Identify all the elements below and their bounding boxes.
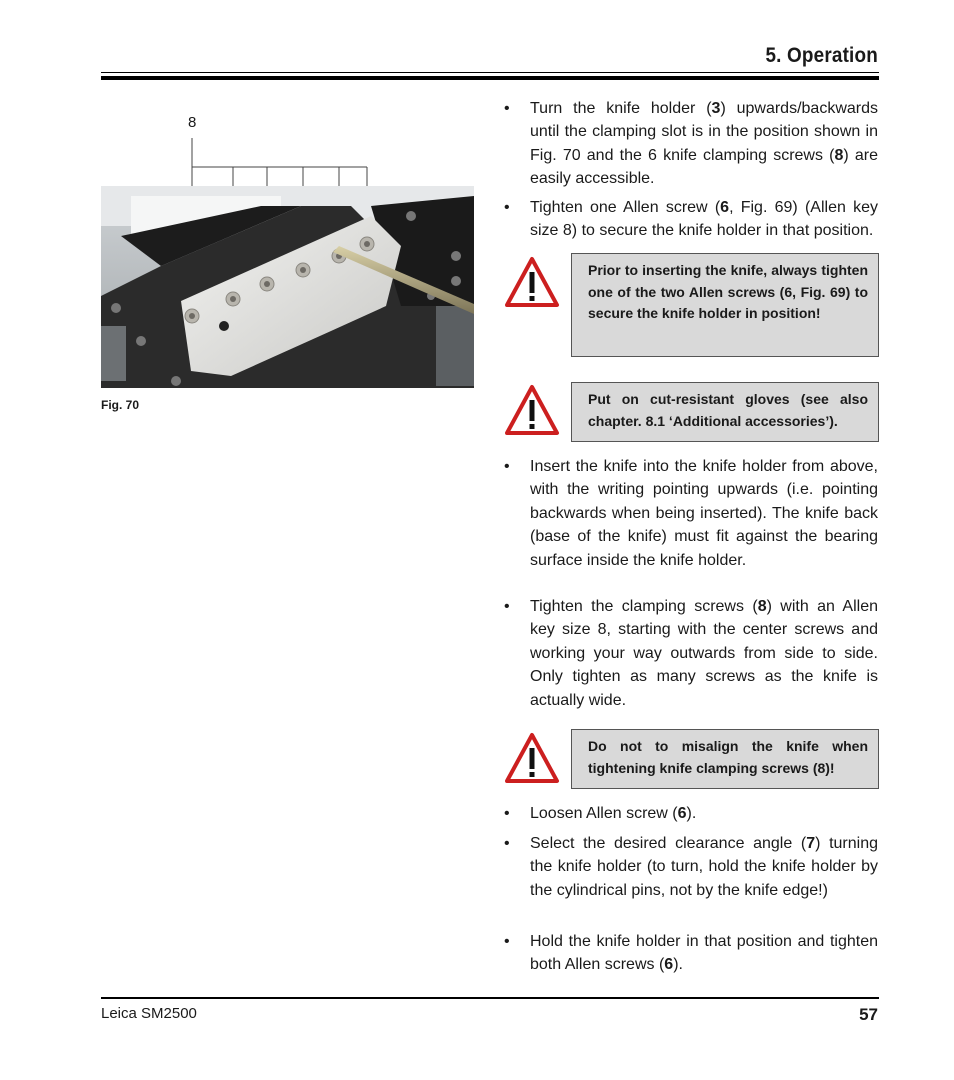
list-item-text: Turn the knife holder (3) upwards/backwards until the clamping slot is in the position shown in Fig. 70 and the 6 knife clamping screws (8) are easily accessible.	[530, 100, 879, 188]
list-item-text: Tighten the clamping screws (8) with an Allen key size 8, starting with the center screws and working your way outwards from side to side. Only tighten as many screws as the knife is actually wide.	[530, 598, 879, 709]
bullet-symbol: •	[504, 598, 510, 615]
list-item	[504, 832, 878, 902]
warning-box: Put on cut-resistant gloves (see also chapter. 8.1 ‘Additional accessories’).	[571, 382, 879, 442]
warning-triangle-icon	[504, 384, 560, 436]
list-item	[504, 930, 878, 977]
section-title: 5. Operation	[765, 44, 878, 67]
footer-rule	[101, 997, 879, 999]
list-item	[504, 455, 878, 572]
list-item-text: Insert the knife into the knife holder from above, with the writing pointing upwards (i.e. pointing backwards when being inserted). The knife back (base of the knife) must fit against the bearing surface inside the knife holder.	[530, 458, 878, 569]
warning-box: Do not to misalign the knife when tightening knife clamping screws (8)!	[571, 729, 879, 789]
list-item	[504, 595, 878, 712]
list-item	[504, 196, 878, 243]
list-item	[504, 802, 878, 825]
header-rule-thick	[101, 76, 879, 80]
footer-product: Leica SM2500	[101, 1005, 197, 1022]
list-item-text: Hold the knife holder in that position and tighten both Allen screws (6).	[530, 933, 878, 974]
warning-triangle-icon	[504, 256, 560, 308]
figure-caption: Fig. 70	[101, 398, 140, 412]
page-number: 57	[859, 1005, 878, 1024]
bullet-symbol: •	[504, 933, 510, 950]
bullet-symbol: •	[504, 100, 510, 117]
list-item-text: Tighten one Allen screw (6, Fig. 69) (Allen key size 8) to secure the knife holder in that position.	[530, 199, 878, 240]
knife-holder-photo	[101, 186, 474, 388]
warning-triangle-icon	[504, 732, 560, 784]
warning-box: Prior to inserting the knife, always tighten one of the two Allen screws (6, Fig. 69) to secure the knife holder in position!	[571, 253, 879, 357]
bullet-symbol: •	[504, 199, 510, 216]
bullet-symbol: •	[504, 458, 510, 475]
header-rule-thin	[101, 72, 879, 73]
list-item	[504, 97, 878, 191]
list-item-text: Select the desired clearance angle (7) turning the knife holder (to turn, hold the knife holder by the cylindrical pins, not by the knife edge!)	[530, 835, 878, 899]
list-item-text: Loosen Allen screw (6).	[530, 805, 697, 822]
bullet-symbol: •	[504, 835, 510, 852]
figure-callout-label: 8	[188, 114, 197, 131]
bullet-symbol: •	[504, 805, 510, 822]
